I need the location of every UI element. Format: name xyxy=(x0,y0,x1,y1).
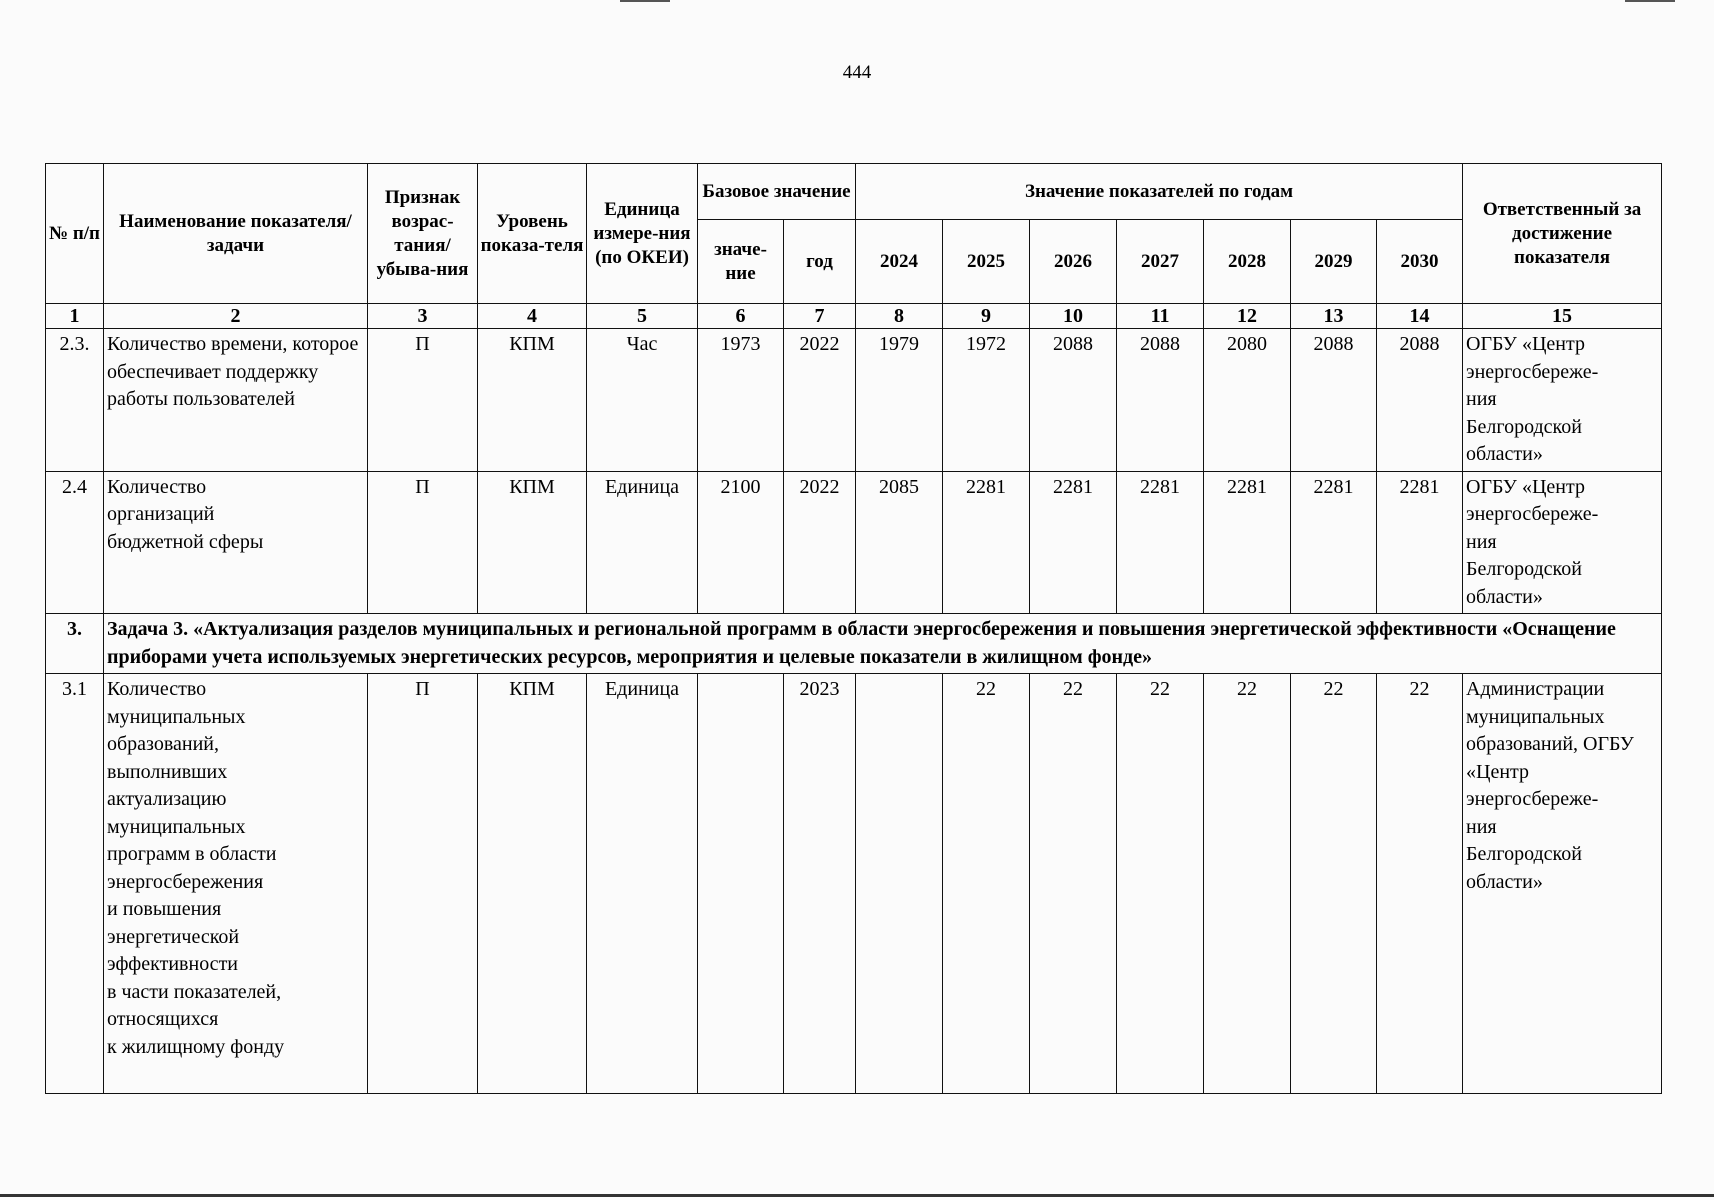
row-sign: П xyxy=(368,471,478,614)
row-value: 2085 xyxy=(856,471,943,614)
column-number: 4 xyxy=(478,304,587,329)
header-name: Наименование показателя/задачи xyxy=(104,164,368,304)
row-value: 22 xyxy=(1204,674,1291,1094)
row-value: 2080 xyxy=(1204,329,1291,472)
column-number: 10 xyxy=(1030,304,1117,329)
row-value: 1972 xyxy=(943,329,1030,472)
row-value: 2281 xyxy=(1377,471,1463,614)
indicators-table xyxy=(45,163,1662,1094)
header-base: Базовое значение xyxy=(698,164,856,220)
task-row xyxy=(46,614,1662,674)
header-year: 2025 xyxy=(943,220,1030,304)
row-name: Количество времени, которое обеспечивает поддержку работы пользователей xyxy=(104,329,368,472)
row-base-value xyxy=(698,674,784,1094)
bottom-rule xyxy=(0,1194,1714,1197)
header-row-1 xyxy=(46,164,1662,220)
column-number: 2 xyxy=(104,304,368,329)
row-base-value: 1973 xyxy=(698,329,784,472)
header-year: 2026 xyxy=(1030,220,1117,304)
header-base-value: значе-ние xyxy=(698,220,784,304)
row-value: 2281 xyxy=(1030,471,1117,614)
column-number: 5 xyxy=(587,304,698,329)
header-sign: Признак возрас-тания/ убыва-ния xyxy=(368,164,478,304)
row-level: КПМ xyxy=(478,471,587,614)
row-value: 1979 xyxy=(856,329,943,472)
column-number: 11 xyxy=(1117,304,1204,329)
row-responsible: ОГБУ «Центр энергосбереже- ния Белгородской области» xyxy=(1463,471,1662,614)
top-rule-left xyxy=(620,0,670,2)
header-year: 2028 xyxy=(1204,220,1291,304)
row-num: 2.4 xyxy=(46,471,104,614)
top-rule-right xyxy=(1625,0,1675,2)
row-name: Количество муниципальных образований, выполнивших актуализацию муниципальных программ в области энергосбережения и повышения энергетической эффективности в части показателей, относящихся к жилищному фонду xyxy=(104,674,368,1094)
row-level: КПМ xyxy=(478,329,587,472)
column-number: 9 xyxy=(943,304,1030,329)
row-value xyxy=(856,674,943,1094)
row-unit: Единица xyxy=(587,674,698,1094)
header-unit: Единица измере-ния (по ОКЕИ) xyxy=(587,164,698,304)
row-unit: Единица xyxy=(587,471,698,614)
row-base-value: 2100 xyxy=(698,471,784,614)
column-number-row xyxy=(46,304,1662,329)
row-base-year: 2022 xyxy=(784,471,856,614)
row-responsible: Администрации муниципальных образований, ОГБУ «Центр энергосбереже- ния Белгородской области» xyxy=(1463,674,1662,1094)
column-number: 12 xyxy=(1204,304,1291,329)
table-row xyxy=(46,471,1662,614)
column-number: 8 xyxy=(856,304,943,329)
row-value: 2088 xyxy=(1030,329,1117,472)
page-number: 444 xyxy=(842,62,872,83)
row-value: 2088 xyxy=(1377,329,1463,472)
column-number: 7 xyxy=(784,304,856,329)
task-text: Задача 3. «Актуализация разделов муниципальных и региональной программ в области энергосбережения и повышения энергетической эффективности «Оснащение приборами учета используемых энергетических ресурсов, мероприятия и целевые показатели в жилищном фонде» xyxy=(104,614,1662,674)
row-value: 2281 xyxy=(1291,471,1377,614)
header-base-year: год xyxy=(784,220,856,304)
header-year: 2029 xyxy=(1291,220,1377,304)
header-values-by-year: Значение показателей по годам xyxy=(856,164,1463,220)
row-value: 22 xyxy=(1291,674,1377,1094)
row-num: 2.3. xyxy=(46,329,104,472)
row-name: Количество организаций бюджетной сферы xyxy=(104,471,368,614)
column-number: 15 xyxy=(1463,304,1662,329)
header-num: № п/п xyxy=(46,164,104,304)
row-level: КПМ xyxy=(478,674,587,1094)
header-level: Уровень показа-теля xyxy=(478,164,587,304)
header-year: 2024 xyxy=(856,220,943,304)
table-row xyxy=(46,674,1662,1094)
row-value: 22 xyxy=(1377,674,1463,1094)
column-number: 6 xyxy=(698,304,784,329)
table-row xyxy=(46,329,1662,472)
row-responsible: ОГБУ «Центр энергосбереже- ния Белгородской области» xyxy=(1463,329,1662,472)
row-sign: П xyxy=(368,674,478,1094)
row-num: 3.1 xyxy=(46,674,104,1094)
row-value: 2281 xyxy=(943,471,1030,614)
column-number: 1 xyxy=(46,304,104,329)
column-number: 3 xyxy=(368,304,478,329)
header-year: 2027 xyxy=(1117,220,1204,304)
row-base-year: 2022 xyxy=(784,329,856,472)
column-number: 14 xyxy=(1377,304,1463,329)
row-value: 22 xyxy=(1117,674,1204,1094)
header-responsible: Ответственный за достижение показателя xyxy=(1463,164,1662,304)
row-sign: П xyxy=(368,329,478,472)
row-value: 2281 xyxy=(1117,471,1204,614)
task-num: 3. xyxy=(46,614,104,674)
row-unit: Час xyxy=(587,329,698,472)
row-base-year: 2023 xyxy=(784,674,856,1094)
row-value: 2281 xyxy=(1204,471,1291,614)
header-year: 2030 xyxy=(1377,220,1463,304)
row-value: 2088 xyxy=(1117,329,1204,472)
column-number: 13 xyxy=(1291,304,1377,329)
row-value: 22 xyxy=(943,674,1030,1094)
row-value: 2088 xyxy=(1291,329,1377,472)
row-value: 22 xyxy=(1030,674,1117,1094)
